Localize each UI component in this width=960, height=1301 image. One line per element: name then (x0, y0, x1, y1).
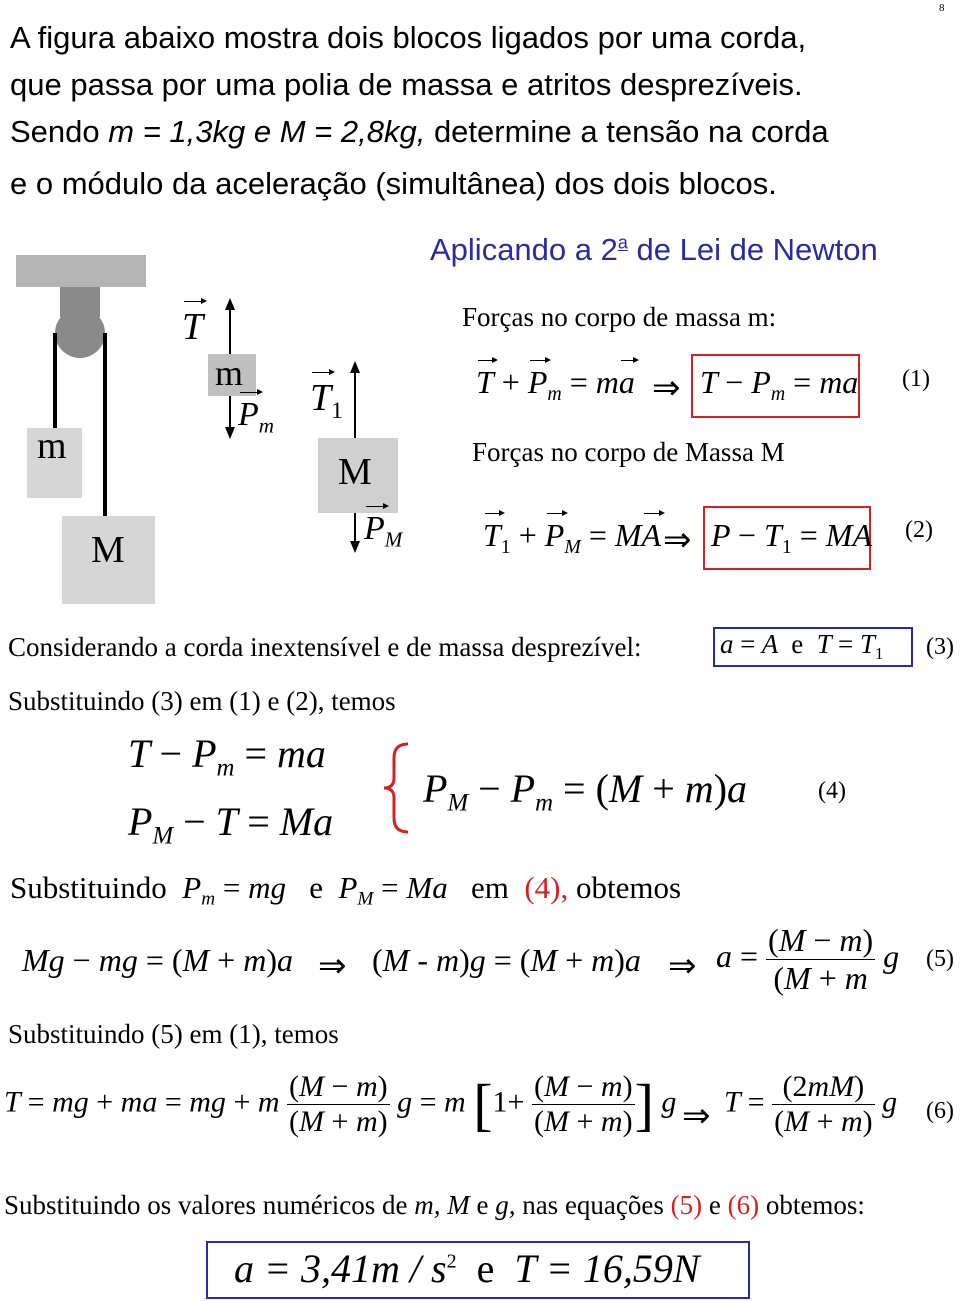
fbd-m-label: m (215, 353, 244, 393)
pulley-wheel (55, 308, 105, 358)
ceiling-support (16, 255, 146, 287)
substituting-4: Substituindo os valores numéricos de m, M e g, nas equações (5) e (6) obtemos: (4, 1190, 865, 1220)
equation-3-number: (3) (926, 634, 954, 660)
considering-text: Considerando a corda inextensível e de massa desprezível: (8, 632, 642, 662)
substituting-1: Substituindo (3) em (1) e (2), temos (8, 686, 396, 716)
equation-6-derivation: T = mg + ma = mg + m $\frac{(M - m)}{(M + m)}$ g = m [1+ $\frac{(M - m)}{(M + m)}$ ] g (4, 1070, 677, 1138)
system-eq-2: $P_M - T = Ma$ (128, 799, 334, 850)
problem-line-4: e o módulo da aceleração (simultânea) dos dois blocos. (10, 166, 777, 201)
equation-1-vector: $T + P_m$ = ma (476, 364, 635, 405)
equation-1-scalar: $T - P_m$ = ma (700, 364, 859, 405)
equation-2-vector: $T_1 + P_M$ = MA (483, 517, 662, 558)
problem-line-2: que passa por uma polia de massa e atritos desprezíveis. (10, 67, 803, 102)
equation-4: $P_M - P_m = (M + m)a$ (423, 766, 748, 817)
implies-arrow: ⇒ (652, 368, 681, 408)
forces-M-label: Forças no corpo de Massa M (472, 437, 785, 467)
implies-arrow: ⇒ (663, 520, 692, 560)
tension-T-label: T (182, 306, 204, 348)
equation-1-number: (1) (902, 366, 930, 392)
equation-5-derivation: Mg − mg = (M + m)a (22, 942, 293, 978)
equation-6-result: T = $\frac{(2mM)}{(M + m)}$ g (724, 1070, 898, 1138)
implies-arrow: ⇒ (682, 1096, 711, 1136)
block-M-label: M (91, 529, 125, 571)
problem-line-1: A figura abaixo mostra dois blocos ligados por uma corda, (10, 20, 807, 55)
equation-5-middle: (M - m)g = (M + m)a (372, 942, 641, 978)
equation-2-scalar: $P - T_1$ = MA (711, 517, 872, 558)
equation-3: a = A e $T = T_1$ (720, 629, 884, 663)
result: $a = 3,41m / s^2$ e T = 16,59N (234, 1246, 700, 1291)
block-m-label: m (37, 425, 67, 467)
system-eq-1: $T - P_m$ = ma (128, 731, 326, 782)
equation-6-number: (6) (926, 1098, 954, 1124)
red-brace (378, 740, 418, 836)
problem-line-3: Sendo m = 1,3kg e M = 2,8kg, determine a tensão na corda (10, 114, 829, 149)
fbd-M-label: M (338, 451, 372, 493)
equation-4-number: (4) (818, 778, 846, 804)
substituting-2: Substituindo $P_m$ = mg e $P_M = Ma$ em (4), obtemos (10, 870, 682, 910)
implies-arrow: ⇒ (668, 946, 697, 986)
weight-PM-label: $P_M$ (364, 510, 403, 552)
section-heading: Aplicando a 2$^a$ de Lei de Newton (430, 232, 878, 267)
weight-Pm-label: $P_m$ (238, 396, 275, 438)
equation-2-number: (2) (905, 517, 933, 543)
tension-T1-label: $T_1$ (310, 377, 343, 425)
substituting-3: Substituindo (5) em (1), temos (8, 1019, 339, 1049)
equation-5-number: (5) (926, 946, 954, 972)
forces-m-label: Forças no corpo de massa m: (462, 302, 777, 332)
page-number: 8 (939, 2, 945, 14)
equation-5-result: a = $\frac{(M - m)}{(M + m}$ g (716, 922, 900, 996)
implies-arrow: ⇒ (318, 946, 347, 986)
